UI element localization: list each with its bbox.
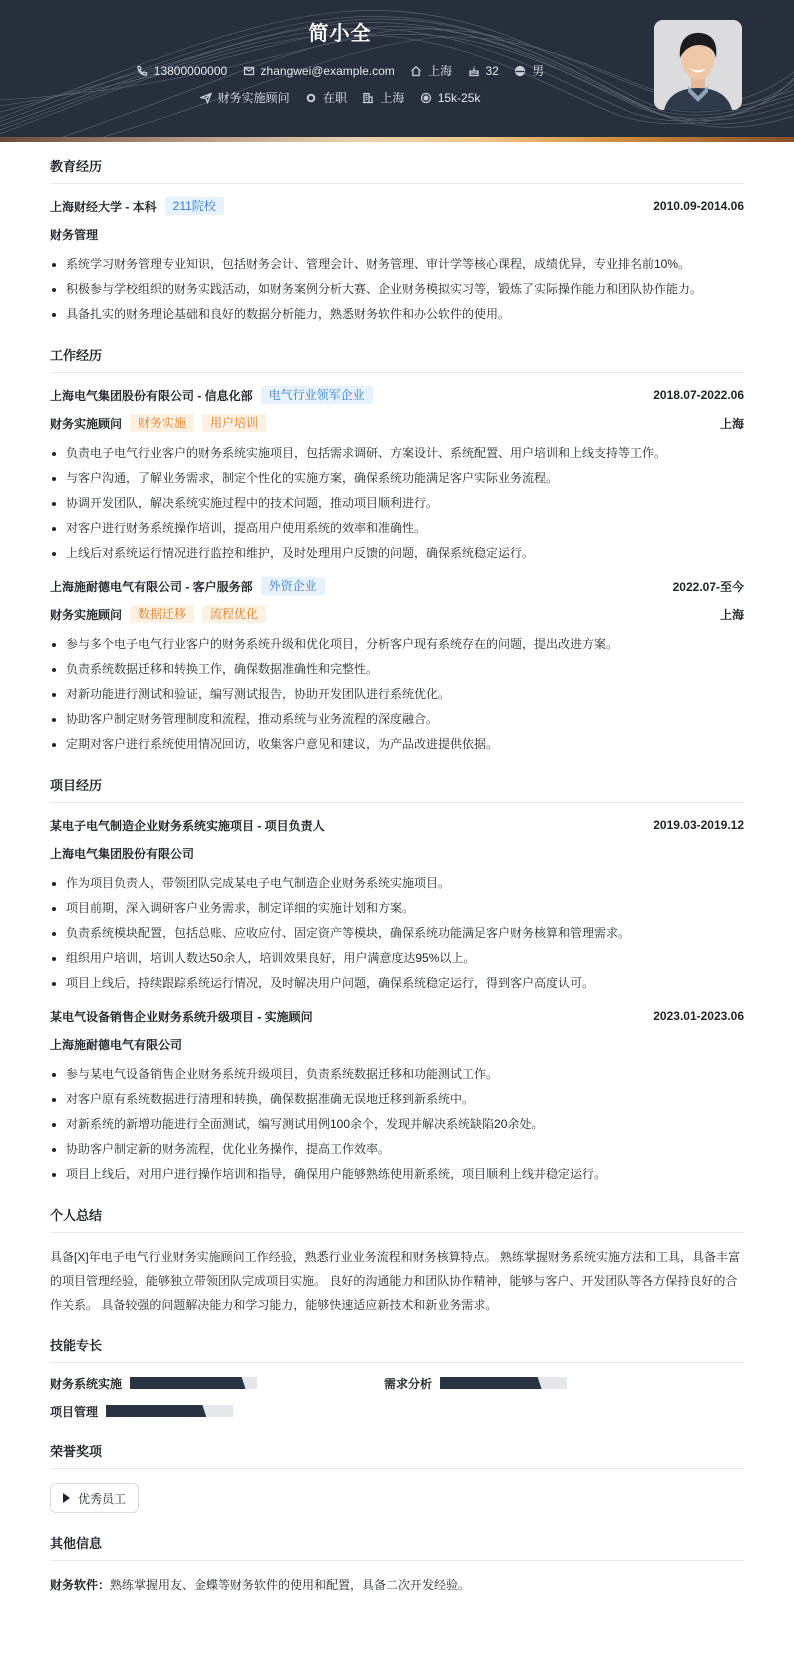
list-item: 上线后对系统运行情况进行监控和维护，及时处理用户反馈的问题，确保系统稳定运行。 <box>50 541 744 566</box>
send-icon <box>200 92 212 104</box>
list-item: 负责系统数据迁移和转换工作，确保数据准确性和完整性。 <box>50 657 744 682</box>
work-section <box>50 345 744 757</box>
skill-name: 财务系统实施 <box>50 1376 123 1391</box>
list-item: 项目上线后，持续跟踪系统运行情况，及时解决用户问题，确保系统稳定运行，得到客户高度认可。 <box>50 971 744 996</box>
list-item: 协助客户制定新的财务流程，优化业务操作，提高工作效率。 <box>50 1137 744 1162</box>
phone-icon <box>136 65 148 77</box>
role-tag: 财务实施 <box>130 414 194 432</box>
job-info-row <box>0 89 680 107</box>
avatar-photo <box>654 20 742 110</box>
work-bullets <box>50 632 744 757</box>
company-name: 上海施耐德电气有限公司 - 客户服务部 <box>50 579 253 594</box>
skill-bar <box>106 1405 233 1417</box>
work-date: 2018.07-2022.06 <box>653 388 744 402</box>
education-entry <box>50 196 744 327</box>
mail-icon <box>243 65 255 77</box>
resume-body <box>0 156 794 1597</box>
triangle-right-icon <box>63 1493 70 1503</box>
home-info: 上海 <box>410 62 452 79</box>
project-name: 某电子电气制造企业财务系统实施项目 - 项目负责人 <box>50 818 325 833</box>
skill-item <box>50 1375 384 1391</box>
other-info-label: 财务软件： <box>50 1578 111 1592</box>
skill-item <box>50 1403 384 1419</box>
project-entry <box>50 1006 744 1187</box>
list-item: 具备扎实的财务理论基础和良好的数据分析能力，熟悉财务软件和办公软件的使用。 <box>50 302 744 327</box>
age-info: 32 <box>468 64 499 78</box>
summary-text: 具备[X]年电子电气行业财务实施顾问工作经验，熟悉行业业务流程和财务核算特点。 熟练掌握财务系统实施方法和工具，具备丰富的项目管理经验，能够独立带领团队完成项目实施。 良好的沟通能力和团队协作精神，能够与客户、开发团队等各方保持良好的合作关系。 具备较强的问题解决能力和学习能力，能够快速适应新技术和新业务需求。 <box>50 1250 741 1312</box>
section-title: 荣誉奖项 <box>50 1441 744 1469</box>
section-title: 技能专长 <box>50 1335 744 1363</box>
award-label: 优秀员工 <box>78 1491 127 1506</box>
skill-bar-fill <box>106 1405 206 1417</box>
awards-section <box>50 1441 744 1519</box>
person-avatar-icon <box>654 20 742 110</box>
work-date: 2022.07-至今 <box>672 579 744 594</box>
section-title: 个人总结 <box>50 1205 744 1233</box>
candidate-name: 简小全 <box>308 23 372 45</box>
list-item: 对客户进行财务系统操作培训，提高用户使用系统的效率和准确性。 <box>50 516 744 541</box>
list-item: 参与多个电子电气行业客户的财务系统升级和优化项目，分析客户现有系统存在的问题，提出改进方案。 <box>50 632 744 657</box>
skill-bar-fill <box>130 1377 246 1389</box>
section-title: 教育经历 <box>50 156 744 184</box>
gender-info: 男 <box>514 62 544 79</box>
job-role: 财务实施顾问 <box>50 416 123 431</box>
other-info-text: 熟练掌握用友、金蝶等财务软件的使用和配置，具备二次开发经验。 <box>110 1578 471 1592</box>
summary-section <box>50 1205 744 1317</box>
company-tag: 外资企业 <box>261 577 325 595</box>
skills-grid <box>50 1375 744 1419</box>
home-icon <box>410 65 422 77</box>
list-item: 积极参与学校组织的财务实践活动，如财务案例分析大赛、企业财务模拟实习等，锻炼了实际操作能力和团队协作能力。 <box>50 277 744 302</box>
list-item: 作为项目负责人，带领团队完成某电子电气制造企业财务系统实施项目。 <box>50 871 744 896</box>
gender-icon <box>514 65 526 77</box>
role-tag: 数据迁移 <box>130 605 194 623</box>
company-tag: 电气行业领军企业 <box>261 386 373 404</box>
skill-bar-fill <box>440 1377 542 1389</box>
other-info-item <box>50 1573 744 1597</box>
list-item: 系统学习财务管理专业知识，包括财务会计、管理会计、财务管理、审计学等核心课程，成绩优异，专业排名前10%。 <box>50 252 744 277</box>
section-title: 项目经历 <box>50 775 744 803</box>
education-section <box>50 156 744 327</box>
position-info: 财务实施顾问 <box>200 89 290 106</box>
work-entry <box>50 576 744 757</box>
list-item: 协助客户制定财务管理制度和流程，推动系统与业务流程的深度融合。 <box>50 707 744 732</box>
salary-icon <box>420 92 432 104</box>
list-item: 对新功能进行测试和验证，编写测试报告，协助开发团队进行系统优化。 <box>50 682 744 707</box>
project-company: 上海施耐德电气有限公司 <box>50 1037 183 1052</box>
projects-section <box>50 775 744 1187</box>
phone-info: 13800000000 <box>136 64 227 78</box>
project-company: 上海电气集团股份有限公司 <box>50 846 195 861</box>
list-item: 定期对客户进行系统使用情况回访，收集客户意见和建议，为产品改进提供依据。 <box>50 732 744 757</box>
job-role: 财务实施顾问 <box>50 607 123 622</box>
project-date: 2023.01-2023.06 <box>653 1009 744 1023</box>
list-item: 项目上线后，对用户进行操作培训和指导，确保用户能够熟练使用新系统，项目顺利上线并稳定运行。 <box>50 1162 744 1187</box>
school-tag: 211院校 <box>165 197 224 215</box>
status-info: 在职 <box>305 89 347 106</box>
role-tag: 用户培训 <box>202 414 266 432</box>
section-title: 工作经历 <box>50 345 744 373</box>
award-toggle-button[interactable] <box>50 1483 139 1513</box>
project-entry <box>50 815 744 996</box>
project-bullets <box>50 871 744 996</box>
work-entry <box>50 385 744 566</box>
list-item: 协调开发团队，解决系统实施过程中的技术问题，推动项目顺利进行。 <box>50 491 744 516</box>
skill-item <box>384 1375 718 1391</box>
list-item: 项目前期，深入调研客户业务需求，制定详细的实施计划和方案。 <box>50 896 744 921</box>
status-icon <box>305 92 317 104</box>
work-bullets <box>50 441 744 566</box>
project-date: 2019.03-2019.12 <box>653 818 744 832</box>
email-info: zhangwei@example.com <box>243 64 395 78</box>
role-tag: 流程优化 <box>202 605 266 623</box>
school-name: 上海财经大学 - 本科 <box>50 199 157 214</box>
project-name: 某电气设备销售企业财务系统升级项目 - 实施顾问 <box>50 1009 313 1024</box>
skill-bar <box>130 1377 257 1389</box>
skill-name: 需求分析 <box>384 1376 433 1391</box>
building-icon <box>362 92 374 104</box>
list-item: 负责电子电气行业客户的财务系统实施项目，包括需求调研、方案设计、系统配置、用户培训和上线支持等工作。 <box>50 441 744 466</box>
contact-info-row <box>0 62 680 80</box>
skills-section <box>50 1335 744 1419</box>
work-location: 上海 <box>719 416 744 431</box>
education-date: 2010.09-2014.06 <box>653 199 744 213</box>
skill-bar <box>440 1377 567 1389</box>
list-item: 组织用户培训，培训人数达50余人，培训效果良好，用户满意度达95%以上。 <box>50 946 744 971</box>
project-bullets <box>50 1062 744 1187</box>
education-bullets <box>50 252 744 327</box>
resume-header <box>0 0 794 142</box>
list-item: 对客户原有系统数据进行清理和转换，确保数据准确无误地迁移到新系统中。 <box>50 1087 744 1112</box>
gold-stripe <box>0 137 794 142</box>
age-icon <box>468 65 480 77</box>
other-info-section <box>50 1533 744 1597</box>
salary-info: 15k-25k <box>420 91 481 105</box>
section-title: 其他信息 <box>50 1533 744 1561</box>
major: 财务管理 <box>50 227 99 242</box>
work-location: 上海 <box>719 607 744 622</box>
company-name: 上海电气集团股份有限公司 - 信息化部 <box>50 388 253 403</box>
skill-name: 项目管理 <box>50 1404 99 1419</box>
list-item: 负责系统模块配置，包括总账、应收应付、固定资产等模块，确保系统功能满足客户财务核算和管理需求。 <box>50 921 744 946</box>
list-item: 对新系统的新增功能进行全面测试，编写测试用例100余个，发现并解决系统缺陷20余处。 <box>50 1112 744 1137</box>
list-item: 与客户沟通，了解业务需求，制定个性化的实施方案，确保系统功能满足客户实际业务流程。 <box>50 466 744 491</box>
list-item: 参与某电气设备销售企业财务系统升级项目，负责系统数据迁移和功能测试工作。 <box>50 1062 744 1087</box>
city-info: 上海 <box>362 89 404 106</box>
